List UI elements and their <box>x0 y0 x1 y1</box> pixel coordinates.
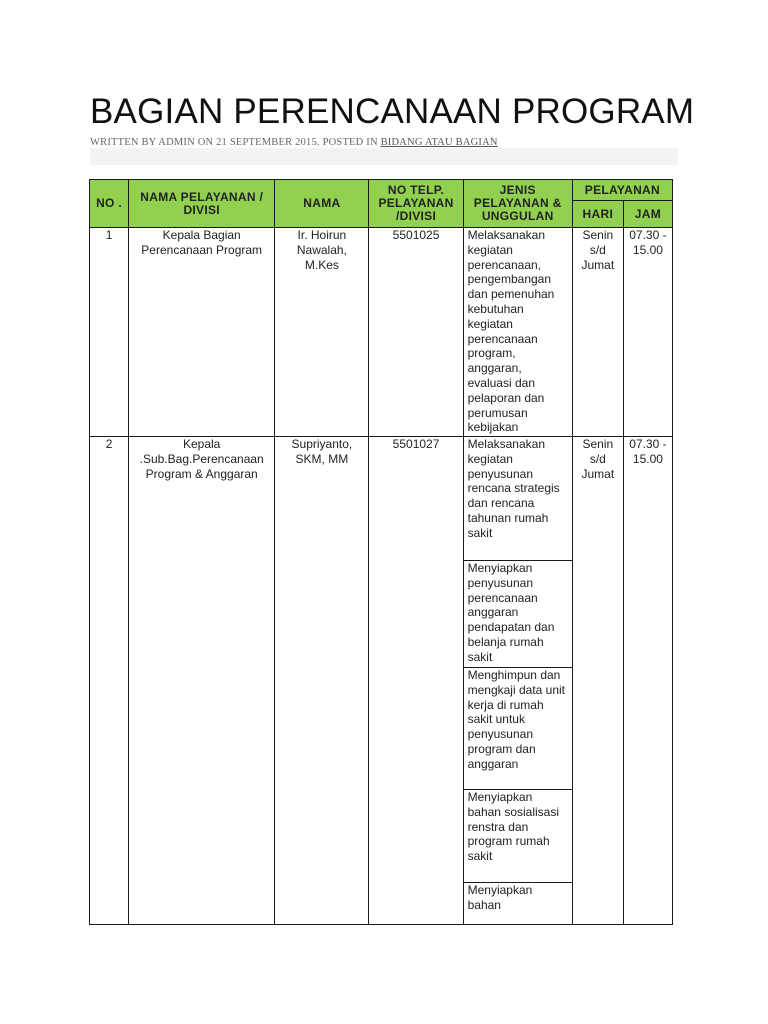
row-no: 2 <box>90 437 129 925</box>
service-table <box>89 179 673 925</box>
header-no-telp: NO TELP. PELAYANAN /DIVISI <box>369 180 463 228</box>
table-row <box>90 437 673 561</box>
row-divisi: Kepala Bagian Perencanaan Program <box>129 228 275 437</box>
row-telp: 5501027 <box>369 437 463 925</box>
post-meta <box>90 137 678 165</box>
page-title: BAGIAN PERENCANAAN PROGRAM <box>90 92 695 131</box>
row-jam: 07.30 - 15.00 <box>623 228 672 437</box>
row-service: Menghimpun dan mengkaji data unit kerja di rumah sakit untuk penyusunan program dan anggaran <box>463 668 572 790</box>
row-service: Menyiapkan bahan <box>467 883 533 912</box>
row-no: 1 <box>90 228 129 437</box>
header-nama-pelayanan: NAMA PELAYANAN / DIVISI <box>129 180 275 228</box>
row-hari: Senin s/d Jumat <box>572 228 623 437</box>
table-row <box>90 228 673 437</box>
row-telp: 5501025 <box>369 228 463 437</box>
header-no: NO . <box>90 180 129 228</box>
row-service: Melaksanakan kegiatan penyusunan rencana strategis dan rencana tahunan rumah sakit <box>463 437 572 561</box>
row-service: Melaksanakan kegiatan perencanaan, pengembangan dan pemenuhan kebutuhan kegiatan perencanaan program, anggaran, evaluasi dan pelaporan dan perumusan kebijakan <box>463 228 572 437</box>
category-link[interactable]: BIDANG ATAU BAGIAN <box>380 137 498 148</box>
row-service: Menyiapkan bahan sosialisasi renstra dan program rumah sakit <box>463 790 572 883</box>
row-nama: Supriyanto, SKM, MM <box>275 437 369 925</box>
row-divisi: Kepala .Sub.Bag.Perencanaan Program & Anggaran <box>129 437 275 925</box>
row-hari: Senin s/d Jumat <box>572 437 623 925</box>
header-pelayanan: PELAYANAN <box>572 180 672 201</box>
header-jenis-pelayanan: JENIS PELAYANAN & UNGGULAN <box>463 180 572 228</box>
row-service: Menyiapkan penyusunan perencanaan anggaran pendapatan dan belanja rumah sakit <box>463 561 572 668</box>
header-jam: JAM <box>623 201 672 228</box>
post-meta-text: WRITTEN BY ADMIN ON 21 SEPTEMBER 2015. POSTED IN <box>90 137 381 148</box>
header-nama: NAMA <box>275 180 369 228</box>
row-service-cell <box>463 883 572 925</box>
row-nama: Ir. Hoirun Nawalah, M.Kes <box>275 228 369 437</box>
row-jam: 07.30 - 15.00 <box>623 437 672 925</box>
header-hari: HARI <box>572 201 623 228</box>
